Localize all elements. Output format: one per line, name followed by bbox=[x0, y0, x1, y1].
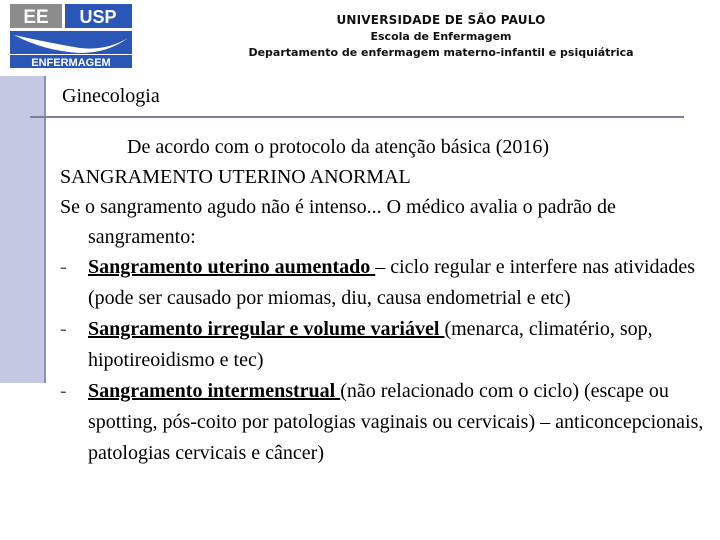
bullet-dash: - bbox=[60, 318, 67, 340]
university-name: UNIVERSIDADE DE SÃO PAULO bbox=[336, 13, 546, 27]
bullet-text: – ciclo regular e interfere nas atividades (pode ser causado por miomas, diu, causa endometrial e etc) bbox=[88, 256, 696, 309]
logo-text-ee: EE bbox=[23, 7, 49, 28]
left-accent-bar bbox=[0, 76, 46, 383]
bullet-dash: - bbox=[60, 256, 67, 278]
department-name: Departamento de enfermagem materno-infantil e psiquiátrica bbox=[248, 46, 634, 59]
topic-heading: SANGRAMENTO UTERINO ANORMAL bbox=[60, 166, 411, 188]
bullet-term: Sangramento uterino aumentado bbox=[88, 256, 376, 278]
bullet-item bbox=[60, 314, 708, 376]
slide-title: Ginecologia bbox=[62, 85, 160, 107]
school-name: Escola de Enfermagem bbox=[370, 30, 512, 43]
bullet-text: (não relacionado com o ciclo) (escape ou spotting, pós-coito por patologias vaginais ou cervicais) – anticoncepcionais, patologias cervicais e câncer) bbox=[88, 380, 704, 464]
title-divider bbox=[30, 116, 684, 118]
bullet-item bbox=[60, 376, 708, 469]
bullet-term: Sangramento intermenstrual bbox=[88, 380, 341, 402]
bullet-term: Sangramento irregular e volume variável bbox=[88, 318, 445, 340]
bullet-item bbox=[60, 252, 708, 314]
university-header bbox=[236, 12, 646, 61]
ee-usp-logo bbox=[10, 4, 132, 68]
bullet-text: (menarca, climatério, sop, hipotireoidismo e tec) bbox=[88, 318, 653, 371]
lead-paragraph: Se o sangramento agudo não é intenso... O médico avalia o padrão de sangramento: bbox=[60, 196, 616, 248]
intro-line: De acordo com o protocolo da atenção básica (2016) bbox=[127, 136, 550, 158]
slide-content bbox=[60, 132, 708, 469]
logo-text-usp: USP bbox=[79, 7, 117, 27]
logo-text-enfermagem: ENFERMAGEM bbox=[31, 57, 111, 68]
bullet-dash: - bbox=[60, 380, 67, 402]
